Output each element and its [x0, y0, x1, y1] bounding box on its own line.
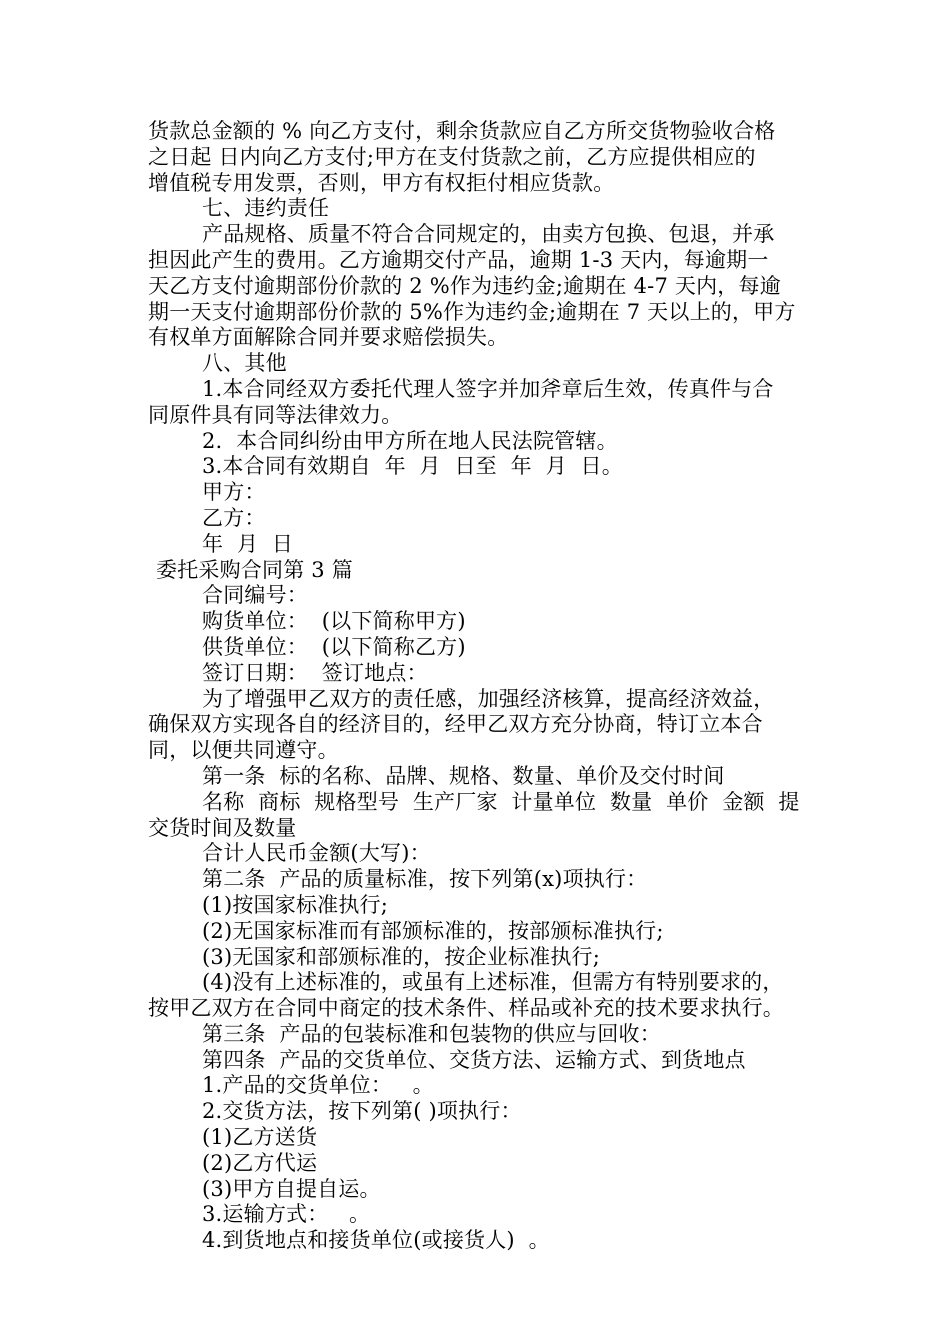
document-line: 增值税专用发票，否则，甲方有权拒付相应货款。: [148, 170, 615, 195]
document-line: 1.产品的交货单位： 。: [202, 1073, 434, 1098]
document-line: (3)无国家和部颁标准的，按企业标准执行;: [202, 944, 601, 969]
document-line: 确保双方实现各自的经济目的，经甲乙双方充分协商，特订立本合: [148, 712, 763, 737]
document-body: [148, 119, 808, 1254]
document-line: 天乙方支付逾期部份价款的 2 %作为违约金;逾期在 4-7 天内，每逾: [148, 273, 781, 298]
document-line: 供货单位： (以下简称乙方): [202, 634, 466, 659]
document-line: 担因此产生的费用。乙方逾期交付产品，逾期 1-3 天内，每逾期一: [148, 247, 769, 272]
document-line: 货款总金额的 % 向乙方支付，剩余货款应自乙方所交货物验收合格: [148, 119, 776, 143]
document-line: 购货单位： (以下简称甲方): [202, 609, 466, 634]
document-line: (1)乙方送货: [202, 1125, 318, 1150]
document-line: 之日起 日内向乙方支付;甲方在支付货款之前，乙方应提供相应的: [148, 144, 756, 169]
document-line: 第二条 产品的质量标准，按下列第(x)项执行：: [202, 867, 648, 892]
document-line: (2)无国家标准而有部颁标准的，按部颁标准执行;: [202, 918, 664, 943]
document-line: 期一天支付逾期部份价款的 5%作为违约金;逾期在 7 天以上的，甲方: [148, 299, 796, 324]
document-line: 名称 商标 规格型号 生产厂家 计量单位 数量 单价 金额 提: [202, 789, 800, 814]
document-line: 签订日期： 签订地点：: [202, 660, 428, 685]
document-line: 合同编号：: [202, 583, 308, 608]
document-line: 八、其他: [202, 351, 287, 376]
document-line: 合计人民币金额(大写)：: [202, 841, 431, 866]
document-line: 1.本合同经双方委托代理人签字并加斧章后生效，传真件与合: [202, 376, 774, 401]
document-line: 有权单方面解除合同并要求赔偿损失。: [148, 325, 509, 350]
document-line: 交货时间及数量: [148, 815, 297, 840]
document-line: 同原件具有同等法律效力。: [148, 402, 403, 427]
document-line: 第四条 产品的交货单位、交货方法、运输方式、到货地点: [202, 1047, 746, 1072]
document-line: 七、违约责任: [202, 196, 330, 221]
document-line: 同，以便共同遵守。: [148, 738, 339, 763]
document-line: 第一条 标的名称、品牌、规格、数量、单价及交付时间: [202, 763, 725, 788]
document-line: 产品规格、质量不符合合同规定的，由卖方包换、包退，并承: [202, 222, 775, 247]
document-line: 年 月 日: [202, 531, 294, 556]
document-line: (2)乙方代运: [202, 1150, 318, 1175]
document-line: 2. 本合同纠纷由甲方所在地人民法院管辖。: [202, 428, 618, 453]
document-line: 乙方：: [202, 505, 266, 530]
document-line: 第三条 产品的包装标准和包装物的供应与回收：: [202, 1021, 661, 1046]
document-line: 3.本合同有效期自 年 月 日至 年 月 日。: [202, 454, 623, 479]
document-line: (3)甲方自提自运。: [202, 1176, 381, 1201]
document-line: (4)没有上述标准的，或虽有上述标准，但需方有特别要求的，: [202, 970, 784, 995]
document-line: 2.交货方法，按下列第( )项执行：: [202, 1099, 522, 1124]
document-line: 为了增强甲乙双方的责任感，加强经济核算，提高经济效益，: [202, 686, 775, 711]
document-line: 4.到货地点和接货单位(或接货人) 。: [202, 1228, 550, 1253]
document-line: 3.运输方式： 。: [202, 1202, 371, 1227]
document-line: 按甲乙双方在合同中商定的技术条件、样品或补充的技术要求执行。: [148, 996, 784, 1021]
document-line: (1)按国家标准执行;: [202, 892, 389, 917]
document-line: 甲方：: [202, 480, 266, 505]
document-line: 委托采购合同第 3 篇: [156, 557, 353, 582]
